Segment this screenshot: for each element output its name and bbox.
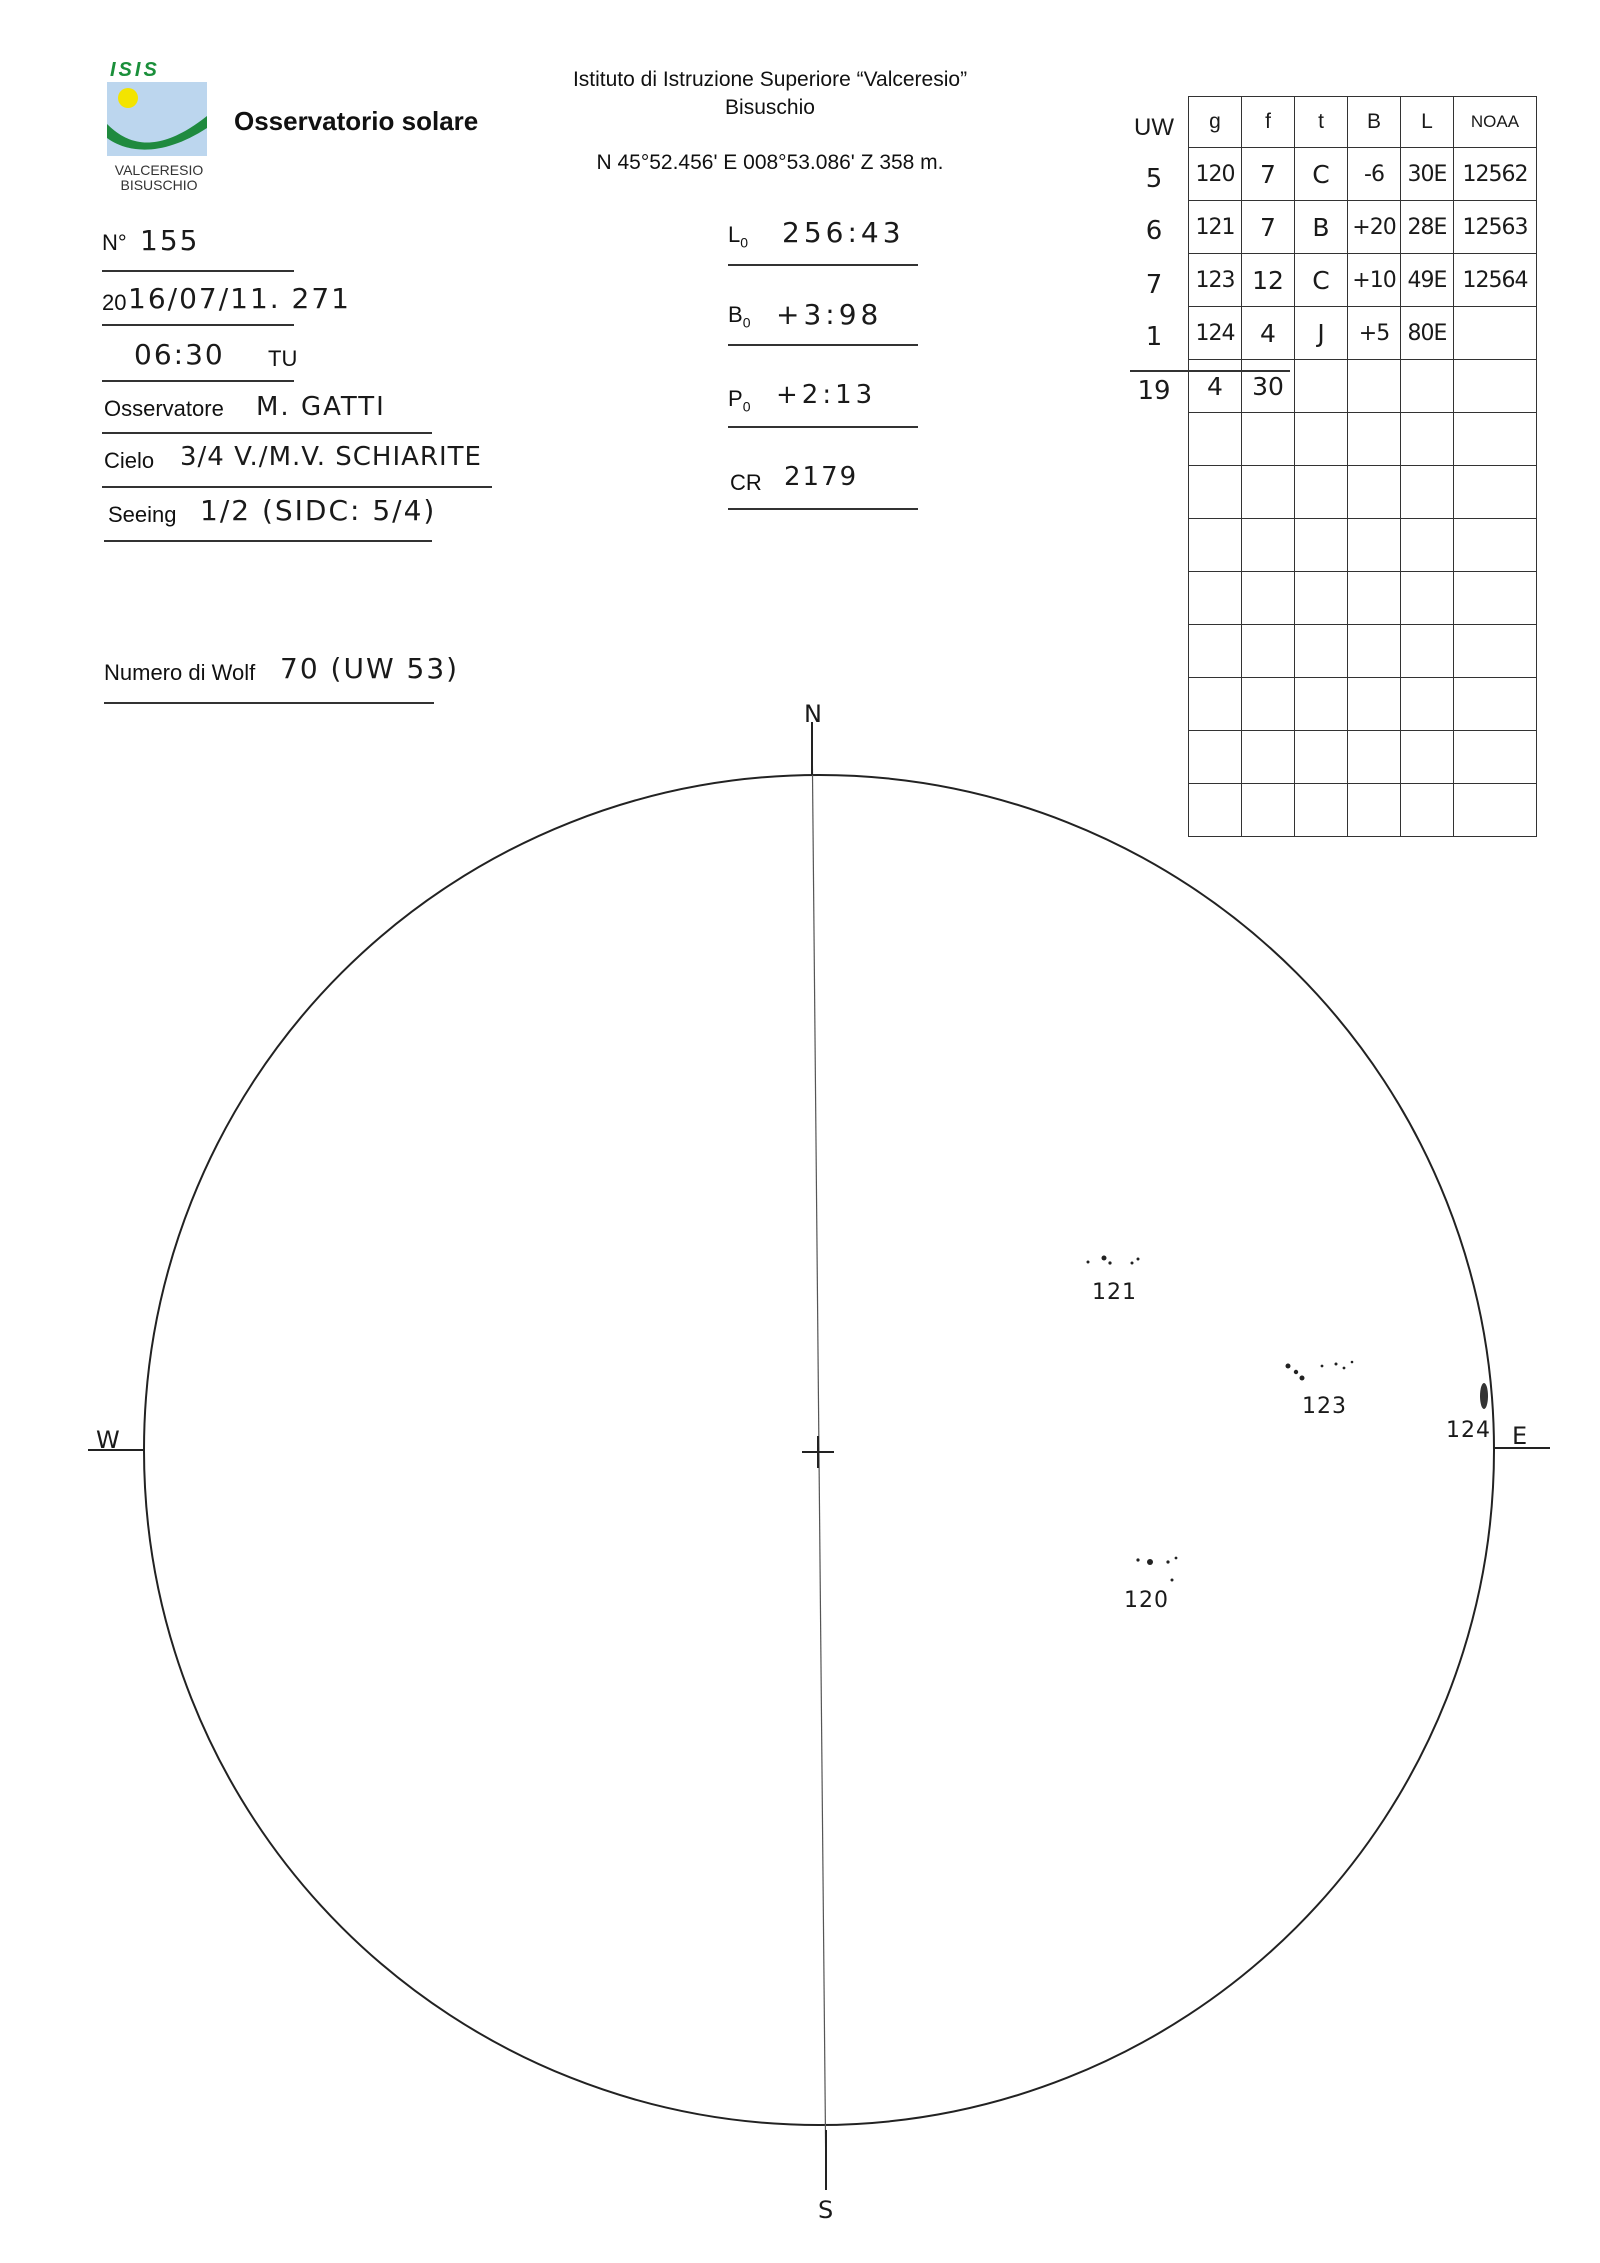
col-f-header: f	[1242, 97, 1295, 148]
p0-label: $P_0$	[728, 386, 751, 415]
observation-time: 06:30	[134, 338, 225, 371]
svg-text:ISIS: ISIS	[110, 59, 160, 81]
cell-t: C	[1295, 254, 1348, 307]
cr-label: CR	[730, 470, 762, 495]
seeing-value: 1/2 (SIDC: 5/4)	[200, 494, 437, 527]
sunspot-group-123	[1286, 1361, 1354, 1381]
cell-l: 30E	[1401, 148, 1454, 201]
cell-b: +5	[1348, 307, 1401, 360]
cell-f: 7	[1242, 148, 1295, 201]
cell-f: 12	[1242, 254, 1295, 307]
observation-date: 16/07/11. 271	[128, 282, 351, 315]
wolf-number: 70 (UW 53)	[280, 652, 460, 685]
time-unit: TU	[268, 346, 298, 371]
cell-f: 7	[1242, 201, 1295, 254]
seeing-label: Seeing	[108, 502, 177, 527]
west-label: W	[96, 1426, 120, 1454]
sunspot-group-124	[1480, 1383, 1488, 1409]
cell-noaa: 12563	[1454, 201, 1537, 254]
institute-name: Istituto di Istruzione Superiore “Valceresio”	[572, 68, 968, 91]
col-l-header: L	[1401, 97, 1454, 148]
cell-noaa: 12564	[1454, 254, 1537, 307]
cell-g: 123	[1189, 254, 1242, 307]
group-label-124: 124	[1446, 1418, 1491, 1443]
sunspot-group-120	[1136, 1557, 1177, 1582]
site-coordinates: N 45°52.456' E 008°53.086' Z 358 m.	[596, 151, 944, 174]
group-label-120: 120	[1124, 1588, 1169, 1613]
record-number-label: N°	[102, 230, 127, 255]
south-label: S	[818, 2196, 834, 2224]
group-label-121: 121	[1092, 1280, 1137, 1305]
cell-t: C	[1295, 148, 1348, 201]
total-f: 30	[1242, 360, 1295, 413]
wolf-label: Numero di Wolf	[104, 660, 256, 685]
uw-total: 19	[1137, 376, 1171, 406]
l0-label: $L_0$	[728, 222, 749, 251]
sky-condition: 3/4 V./M.V. SCHIARITE	[180, 442, 482, 472]
total-g: 4	[1189, 360, 1242, 413]
col-t-header: t	[1295, 97, 1348, 148]
cell-noaa: 12562	[1454, 148, 1537, 201]
cell-b: +20	[1348, 201, 1401, 254]
cell-g: 120	[1189, 148, 1242, 201]
col-noaa-header: NOAA	[1454, 97, 1537, 148]
sky-label: Cielo	[104, 448, 155, 473]
cell-f: 4	[1242, 307, 1295, 360]
cell-g: 121	[1189, 201, 1242, 254]
observatory-title: Osservatorio solare	[234, 106, 479, 136]
uw-row-1: 5	[1145, 164, 1163, 194]
cell-b: -6	[1348, 148, 1401, 201]
observer-name: M. GATTI	[256, 392, 386, 422]
p0-value: +2:13	[776, 380, 877, 410]
cell-t: B	[1295, 201, 1348, 254]
cell-l: 49E	[1401, 254, 1454, 307]
cell-l: 80E	[1401, 307, 1454, 360]
east-label: E	[1512, 1422, 1528, 1450]
b0-label: $B_0$	[728, 302, 751, 331]
north-label: N	[804, 700, 822, 728]
uw-row-4: 1	[1145, 322, 1163, 352]
observer-label: Osservatore	[104, 396, 224, 421]
col-b-header: B	[1348, 97, 1401, 148]
cell-t: J	[1295, 307, 1348, 360]
institute-city: Bisuschio	[725, 96, 815, 119]
col-g-header: g	[1189, 97, 1242, 148]
uw-header: UW	[1134, 114, 1174, 141]
cell-l: 28E	[1401, 201, 1454, 254]
cr-value: 2179	[784, 462, 859, 492]
logo-caption: VALCERESIO BISUSCHIO	[114, 162, 204, 193]
date-prefix: 20	[102, 290, 127, 315]
l0-value: 256:43	[782, 216, 905, 249]
cell-b: +10	[1348, 254, 1401, 307]
b0-value: +3:98	[776, 298, 883, 331]
record-number: 155	[140, 224, 200, 257]
uw-row-3: 7	[1145, 270, 1163, 300]
sunspot-group-121	[1087, 1256, 1140, 1265]
cell-g: 124	[1189, 307, 1242, 360]
group-label-123: 123	[1302, 1394, 1347, 1419]
uw-row-2: 6	[1145, 216, 1163, 246]
